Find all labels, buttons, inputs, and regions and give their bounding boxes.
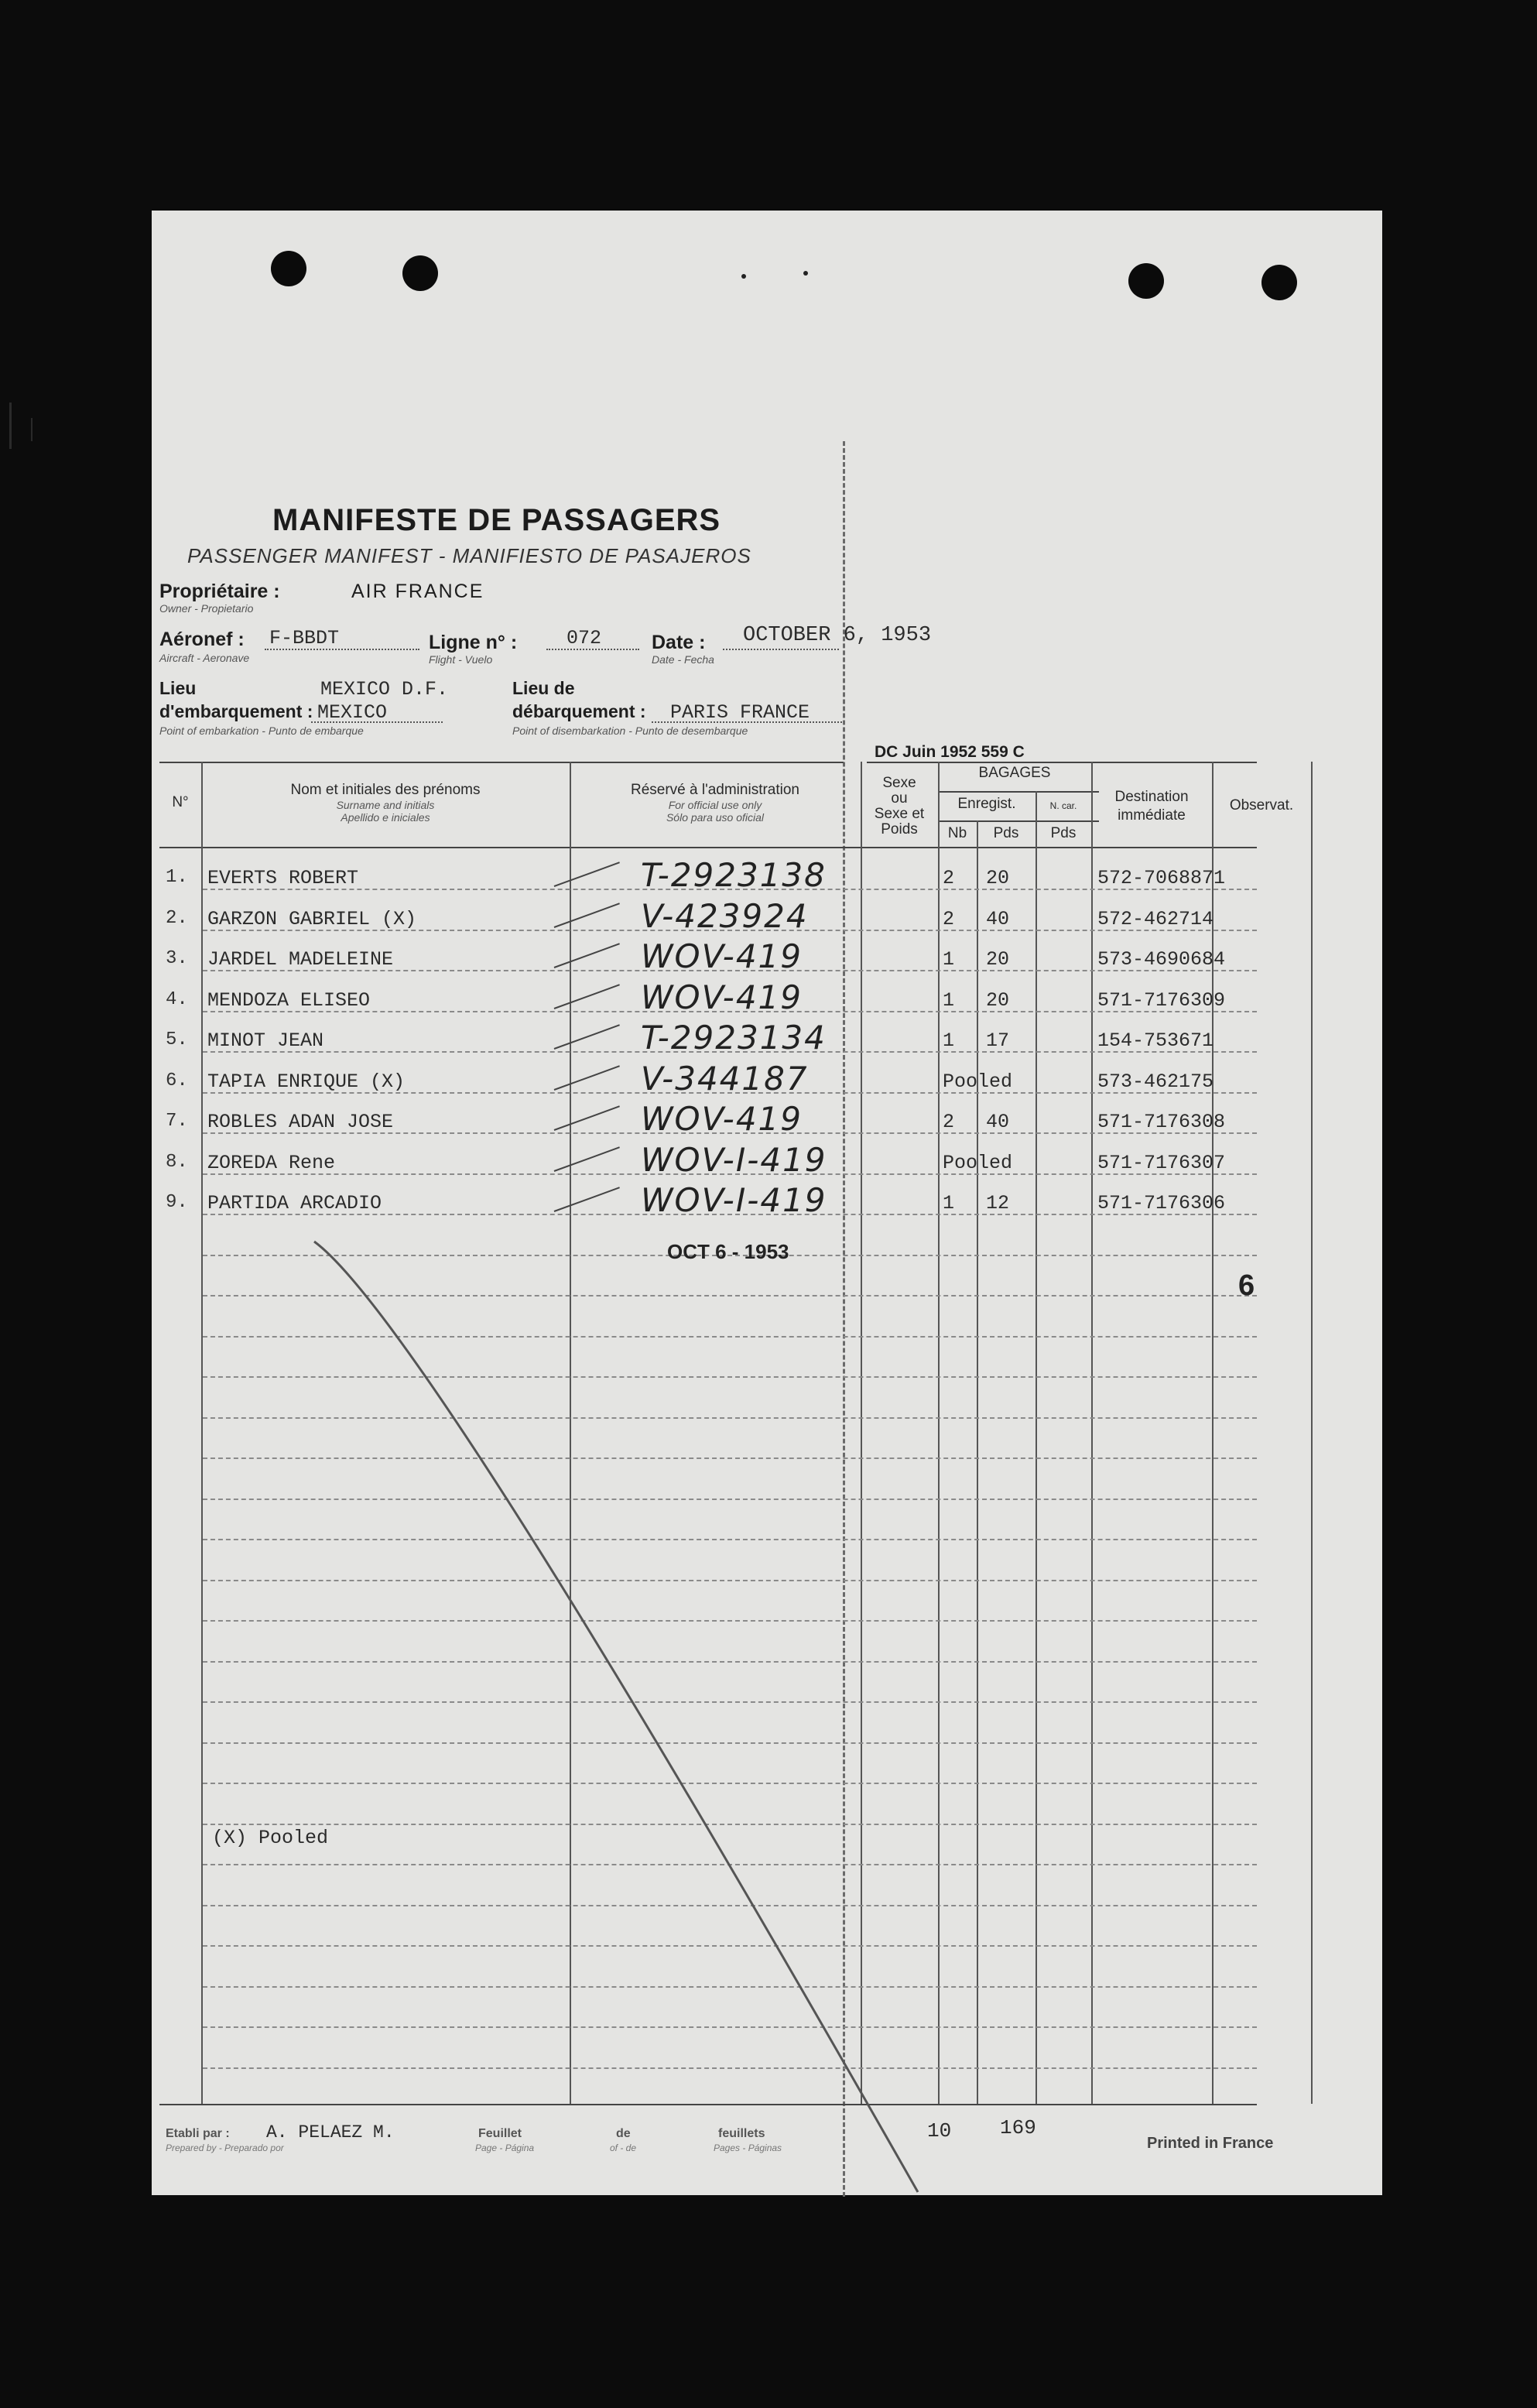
de-label: de [616,2127,631,2140]
cancellation-stroke [152,211,1382,2195]
bag-count: 1 [943,1192,955,1214]
flight-label: Ligne n° : [429,632,518,653]
bag-weight: 20 [986,989,1010,1012]
bag-weight: 17 [986,1029,1010,1052]
printed-in: Printed in France [1147,2135,1274,2152]
date-label: Date : [652,632,706,653]
prepared-sublabel: Prepared by - Preparado por [166,2143,284,2153]
total-bag-count: 10 [927,2119,952,2143]
disembark-sublabel: Point of disembarkation - Punto de desembarque [512,724,748,737]
destination-ticket: 571-7176306 [1097,1192,1226,1214]
embark-sublabel: Point of embarkation - Punto de embarque [159,724,364,737]
col-header-destination: Destination immédiate [1114,789,1189,824]
col-header-ncar: N. car. [1049,800,1077,811]
feuillet-sublabel: Page - Página [475,2143,535,2153]
col-header-no: N° [172,794,189,810]
passenger-number: 7. [166,1111,188,1132]
bag-count: 1 [943,1029,955,1052]
bag-count: 1 [943,989,955,1012]
de-sublabel: of - de [610,2143,637,2153]
passenger-number: 3. [166,948,188,969]
passenger-admin-ref: V-344187 [641,1060,809,1098]
passenger-name: EVERTS ROBERT [207,867,359,889]
passenger-name: ROBLES ADAN JOSE [207,1111,394,1133]
bag-count: 2 [943,908,955,930]
destination-ticket: 572-462714 [1097,908,1214,930]
scan-artifact [31,418,33,441]
passenger-name: GARZON GABRIEL (X) [207,908,417,930]
aircraft-sublabel: Aircraft - Aeronave [159,652,250,664]
col-header-observ: Observat. [1229,797,1294,814]
feuillet-label: Feuillet [478,2127,522,2140]
page-title: MANIFESTE DE PASSAGERS [272,503,721,537]
disembark-value: PARIS FRANCE [670,701,810,724]
scan-artifact [9,402,12,449]
embark-label-line1: Lieu [159,678,197,698]
passenger-number: 4. [166,989,188,1010]
disembark-label-line1: Lieu de [512,678,575,698]
prepared-label: Etabli par : [166,2127,230,2140]
bag-count: Pooled [943,1070,1013,1093]
date-stamp: OCT 6 - 1953 [667,1240,789,1263]
passenger-name: JARDEL MADELEINE [207,948,394,971]
col-header-name: Nom et initiales des prénoms Surname and initials Apellido e iniciales [290,782,481,824]
embark-value-line1: MEXICO D.F. [320,678,449,700]
embark-label-line2: d'embarquement : [159,701,313,721]
passenger-admin-ref: T-2923134 [641,1019,827,1057]
observ-count: 6 [1238,1269,1255,1302]
passenger-admin-ref: WOV-419 [641,937,803,975]
col-header-pds: Pds [993,825,1019,841]
embark-value-line2: MEXICO [317,701,388,724]
owner-label: Propriétaire : [159,581,280,602]
col-header-nb: Nb [947,825,967,841]
total-bag-weight: 169 [1000,2116,1036,2139]
destination-ticket: 154-753671 [1097,1029,1214,1052]
destination-ticket: 573-4690684 [1097,948,1226,971]
flight-sublabel: Flight - Vuelo [429,653,493,666]
destination-ticket: 571-7176308 [1097,1111,1226,1133]
disembark-label-line2: débarquement : [512,701,646,721]
passenger-admin-ref: WOV-I-419 [641,1181,827,1219]
bag-weight: 40 [986,908,1010,930]
destination-ticket: 572-7068871 [1097,867,1226,889]
bag-weight: 12 [986,1192,1010,1214]
passenger-number: 2. [166,908,188,929]
feuillets-sublabel: Pages - Páginas [714,2143,782,2153]
destination-ticket: 573-462175 [1097,1070,1214,1093]
passenger-name: ZOREDA Rene [207,1152,336,1174]
col-header-enregist: Enregist. [957,796,1016,812]
aircraft-label: Aéronef : [159,629,245,650]
feuillets-label: feuillets [718,2127,765,2140]
passenger-name: TAPIA ENRIQUE (X) [207,1070,406,1093]
passenger-name: MENDOZA ELISEO [207,989,371,1012]
passenger-admin-ref: T-2923138 [641,856,827,894]
passenger-name: PARTIDA ARCADIO [207,1192,382,1214]
col-header-pds2: Pds [1050,825,1077,841]
owner-sublabel: Owner - Propietario [159,602,254,615]
bag-weight: 40 [986,1111,1010,1133]
passenger-admin-ref: WOV-419 [641,1100,803,1138]
col-header-admin: Réservé à l'administration For official use only Sólo para uso oficial [631,782,799,824]
bag-count: 2 [943,867,955,889]
passenger-admin-ref: WOV-419 [641,978,803,1016]
passenger-number: 5. [166,1029,188,1050]
page-subtitle: PASSENGER MANIFEST - MANIFIESTO DE PASAJEROS [187,544,751,567]
passenger-admin-ref: V-423924 [641,897,809,935]
bag-weight: 20 [986,867,1010,889]
aircraft-value: F-BBDT [269,627,340,649]
destination-ticket: 571-7176307 [1097,1152,1226,1174]
flight-value: 072 [567,627,602,649]
passenger-number: 9. [166,1192,188,1213]
date-value: OCTOBER 6, 1953 [743,624,932,647]
passenger-name: MINOT JEAN [207,1029,324,1052]
bag-count: Pooled [943,1152,1013,1174]
passenger-number: 6. [166,1070,188,1091]
prepared-value: A. PELAEZ M. [266,2122,395,2143]
bag-count: 1 [943,948,955,971]
destination-ticket: 571-7176309 [1097,989,1226,1012]
pooled-note: (X) Pooled [212,1827,329,1849]
manifest-sheet [152,211,1382,2195]
bag-weight: 20 [986,948,1010,971]
passenger-admin-ref: WOV-I-419 [641,1141,827,1179]
col-header-bagages: BAGAGES [978,765,1051,781]
passenger-number: 8. [166,1152,188,1173]
form-code: DC Juin 1952 559 C [875,743,1025,761]
date-sublabel: Date - Fecha [652,653,714,666]
owner-value: AIR FRANCE [351,581,484,602]
passenger-number: 1. [166,867,188,888]
bag-count: 2 [943,1111,955,1133]
col-header-sex: Sexe ou Sexe et Poids [874,775,925,837]
